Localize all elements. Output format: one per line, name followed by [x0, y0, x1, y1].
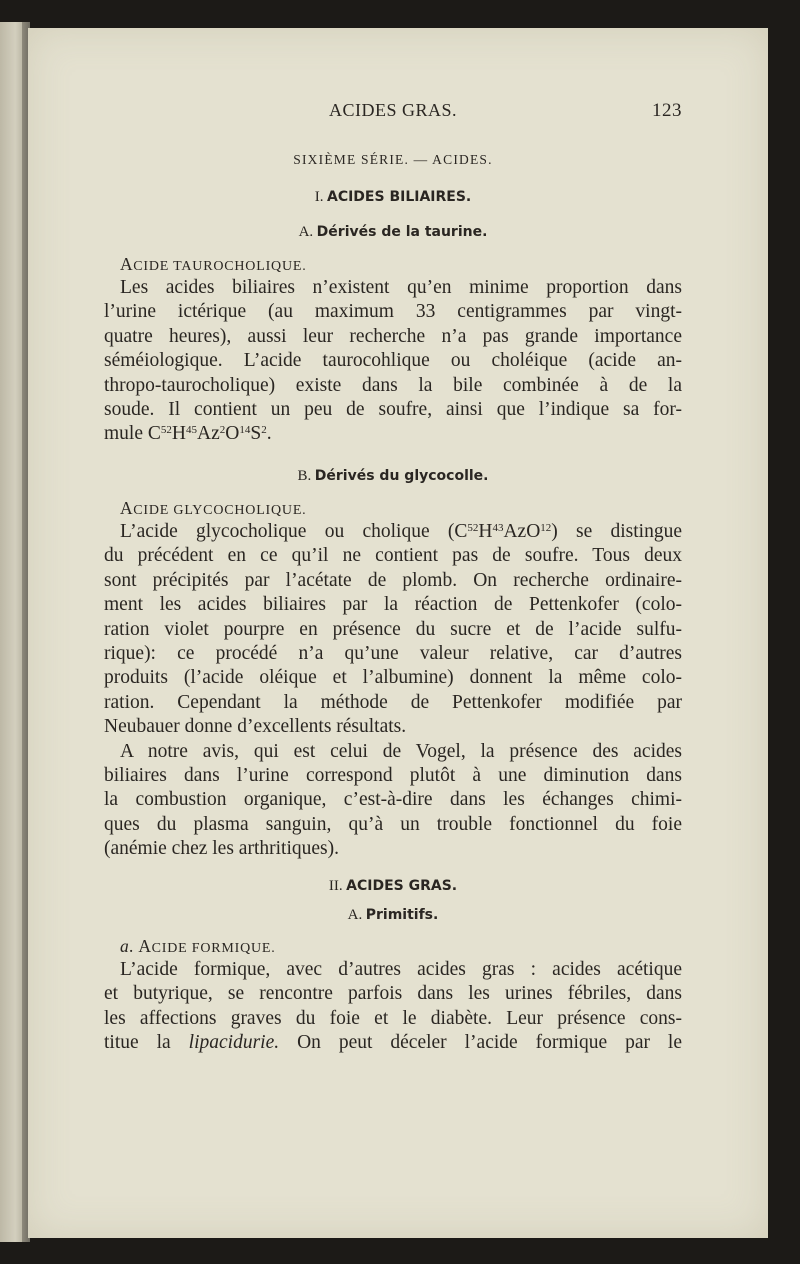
- acid-glyco-rest: CIDE GLYCOCHOLIQUE.: [133, 503, 307, 518]
- acid-glyco-heading: [120, 498, 306, 519]
- acid-glyco-initial: A: [120, 498, 134, 518]
- page-number: 123: [652, 100, 682, 121]
- acid-tauro-rest: CIDE TAUROCHOLIQUE.: [133, 259, 307, 274]
- text-line: la combustion organique, c’est-à-dire dans les échanges chimi-: [104, 789, 682, 811]
- subsection-heading-A1: [104, 224, 682, 241]
- subsection-A1-title: Dérivés de la taurine.: [316, 224, 488, 240]
- acid-formique-initial: A: [138, 936, 152, 956]
- last-text-line: titue la lipacidurie. On peut déceler l’acide formique par le: [104, 1032, 682, 1054]
- text-line: biliaires dans l’urine correspond plutôt à une diminution dans: [104, 765, 682, 787]
- formula-line: L’acide glycocholique ou cholique $(C^{52}H^{43}AzO^{12})$ se distingue: [120, 521, 683, 542]
- subsection-heading-B1: [104, 468, 682, 485]
- section-1-title: ACIDES BILIAIRES.: [326, 189, 472, 205]
- acid-formique-heading: [120, 936, 276, 957]
- running-head: [104, 100, 682, 126]
- section-2-title: ACIDES GRAS.: [346, 878, 458, 894]
- text-line: produits (l’acide oléique et l’albumine) donnent la même colo-: [104, 667, 682, 689]
- subsection-A2-number: A.: [347, 907, 363, 923]
- section-1-number: I.: [314, 189, 324, 205]
- text-line: sont précipités par l’acétate de plomb. On recherche ordinaire-: [104, 569, 682, 591]
- text-line: quatre heures), aussi leur recherche n’a pas grande importance: [104, 325, 682, 347]
- subsection-A2-title: Primitifs.: [365, 907, 439, 923]
- text-line: séméiologique. L’acide taurocohlique ou choléique (acide an-: [104, 350, 682, 372]
- paragraph-formique: [104, 958, 682, 1056]
- section-heading-1: [104, 189, 682, 206]
- text-line: soude. Il contient un peu de soufre, ainsi que l’indique sa for-: [104, 399, 682, 421]
- text-line: (anémie chez les arthritiques).: [104, 838, 339, 860]
- series-title: SIXIÈME SÉRIE. — ACIDES.: [293, 152, 493, 167]
- section-2-number: II.: [328, 878, 343, 894]
- text-line: ration violet pourpre en présence du sucre et de l’acide sulfu-: [104, 618, 682, 640]
- text-line: thropo-taurocholique) existe dans la bile combinée à de la: [104, 374, 682, 396]
- text-line: ques du plasma sanguin, qu’à un trouble fonctionnel du foie: [104, 813, 682, 835]
- text-line: ment les acides biliaires par la réaction de Pettenkofer (colo-: [104, 594, 682, 616]
- text-line: l’urine ictérique (au maximum 33 centigrammes par vingt-: [104, 301, 682, 323]
- paragraph-glycocholique: [104, 520, 682, 862]
- acid-tauro-initial: A: [120, 254, 134, 274]
- text-line: Neubauer donne d’excellents résultats.: [104, 716, 407, 738]
- acid-formique-letter: a.: [120, 936, 135, 956]
- paragraph-taurocholique: [104, 276, 682, 447]
- text-line: A notre avis, qui est celui de Vogel, la présence des acides: [120, 740, 682, 762]
- acid-tauro-heading: [120, 254, 307, 275]
- subsection-A1-number: A.: [298, 224, 314, 240]
- running-head-title: ACIDES GRAS.: [328, 100, 458, 120]
- text-line: et butyrique, se rencontre parfois dans les urines fébriles, dans: [104, 983, 682, 1005]
- text-line: ration. Cependant la méthode de Pettenkofer modifiée par: [104, 691, 682, 713]
- text-line: les affections graves du foie et le diabète. Leur présence cons-: [104, 1007, 682, 1029]
- subsection-B1-title: Dérivés du glycocolle.: [314, 468, 489, 484]
- subsection-heading-A2: [104, 907, 682, 924]
- text-line: L’acide formique, avec d’autres acides gras : acides acétique: [120, 959, 682, 980]
- book-page: [28, 28, 768, 1238]
- subsection-B1-number: B.: [297, 468, 312, 484]
- section-heading-2: [104, 878, 682, 895]
- acid-formique-rest: CIDE FORMIQUE.: [151, 941, 276, 956]
- text-line: du précédent en ce qu’il ne contient pas de soufre. Tous deux: [104, 545, 682, 567]
- text-line: Les acides biliaires n’existent qu’en minime proportion dans: [120, 277, 682, 298]
- text-line: rique): ce procédé n’a qu’une valeur relative, car d’autres: [104, 643, 682, 665]
- formula-line: mule $C^{52}H^{45}Az^2O^{14}S^2$.: [104, 423, 272, 445]
